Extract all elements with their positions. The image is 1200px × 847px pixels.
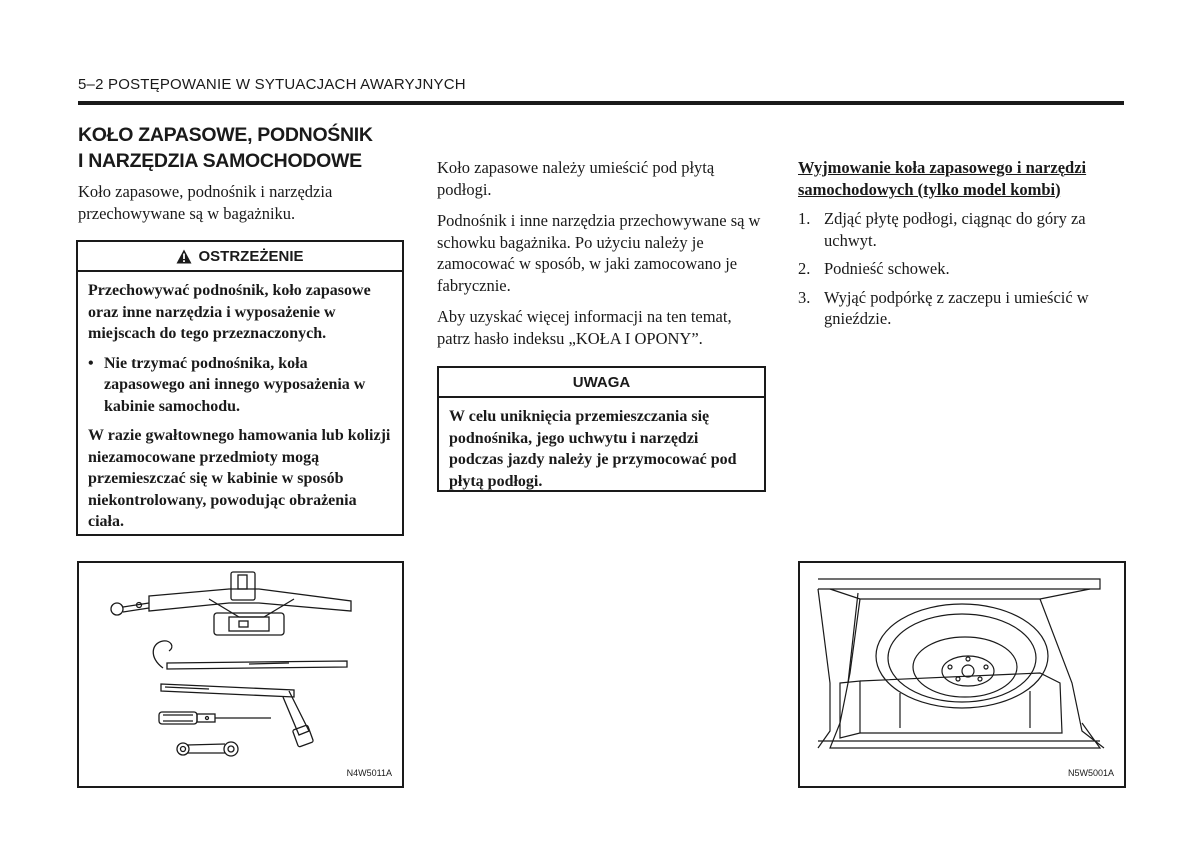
- step-number: 1.: [798, 209, 811, 228]
- page-header: 5–2 POSTĘPOWANIE W SYTUACJACH AWARYJNYCH: [78, 76, 466, 93]
- warning-label: OSTRZEŻENIE: [198, 247, 304, 265]
- jack-handle-icon: [153, 641, 347, 669]
- procedure-step: [798, 258, 1128, 280]
- trunk-figure: [798, 561, 1126, 788]
- tools-figure: [77, 561, 404, 788]
- column-1: [78, 181, 398, 234]
- procedure-step: [798, 208, 1128, 251]
- warning-box: [76, 240, 404, 536]
- warning-header: [78, 242, 402, 272]
- warning-triangle-icon: [176, 249, 192, 264]
- warning-body: [78, 272, 402, 547]
- step-text: Wyjąć podpórkę z zaczepu i umieścić w gnieździe.: [824, 287, 1089, 328]
- figure-code: N5W5001A: [1067, 768, 1114, 778]
- intro-paragraph: Koło zapasowe, podnośnik i narzędzia przechowywane są w bagażniku.: [78, 182, 333, 223]
- warning-bullet-text: Nie trzymać podnośnika, koła zapasowego ani innego wyposażenia w kabinie samochodu.: [104, 354, 366, 415]
- tools-illustration: [79, 563, 402, 786]
- warning-bullet: [88, 353, 392, 418]
- warning-paragraph-1: Przechowywać podnośnik, koło zapasowe oraz inne narzędzia i wyposażenie w miejscach do tego przeznaczonych.: [88, 282, 371, 342]
- towing-eye-icon: [177, 742, 238, 756]
- section-title-line2: I NARZĘDZIA SAMOCHODOWE: [78, 150, 362, 172]
- figure-code: N4W5011A: [346, 768, 392, 778]
- note-body: W celu uniknięcia przemieszczania się podnośnika, jego uchwytu i narzędzi podczas jazdy należy je przymocować pod płytą podłogi.: [449, 408, 737, 490]
- col2-paragraph-3: Aby uzyskać więcej informacji na ten temat, patrz hasło indeksu „KOŁA I OPONY”.: [437, 307, 732, 348]
- step-number: 3.: [798, 287, 811, 307]
- section-title-line1: KOŁO ZAPASOWE, PODNOŚNIK: [78, 124, 373, 146]
- procedure-heading: Wyjmowanie koła zapasowego i narzędzi samochodowych (tylko model kombi): [798, 158, 1087, 199]
- column-2: [437, 157, 767, 359]
- note-header: UWAGA: [439, 368, 764, 398]
- column-3: [798, 157, 1128, 337]
- trunk-illustration: [800, 563, 1124, 786]
- step-number: 2.: [798, 259, 811, 278]
- col2-paragraph-1: Koło zapasowe należy umieścić pod płytą podłogi.: [437, 158, 715, 199]
- step-text: Podnieść schowek.: [824, 259, 950, 278]
- bullet-mark: •: [88, 354, 94, 372]
- warning-paragraph-2: W razie gwałtownego hamowania lub kolizji niezamocowane przedmioty mogą przemieszczać się w kabinie w sposób niekontrolowany, powodując obrażenia ciała.: [88, 427, 391, 530]
- procedure-step: [798, 287, 1128, 330]
- header-rule: [78, 101, 1124, 105]
- jack-icon: [111, 572, 351, 635]
- col2-paragraph-2: Podnośnik i inne narzędzia przechowywane są w schowku bagażnika. Po użyciu należy je zamocować w sposób, w jaki zamocowano je fabrycznie.: [437, 211, 761, 295]
- step-text: Zdjąć płytę podłogi, ciągnąc do góry za uchwyt.: [824, 209, 1086, 250]
- section-title: [78, 122, 408, 174]
- spare-wheel-icon: [876, 604, 1048, 708]
- note-box: [437, 366, 766, 492]
- screwdriver-icon: [159, 712, 271, 724]
